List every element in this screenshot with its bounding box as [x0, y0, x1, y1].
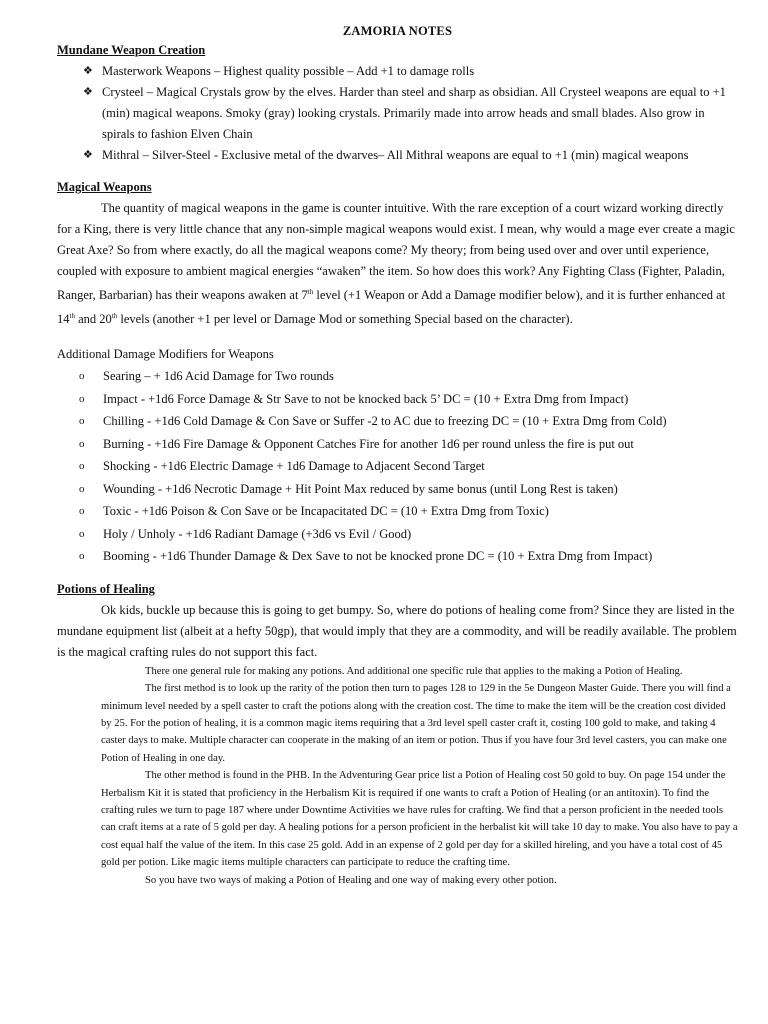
list-item: o Burning - +1d6 Fire Damage & Opponent Catches Fire for another 1d6 per round unless the fire is put out: [79, 433, 738, 456]
modifiers-heading: Additional Damage Modifiers for Weapons: [57, 347, 274, 362]
circle-bullet-icon: o: [79, 550, 85, 563]
diamond-bullet-icon: ❖: [83, 86, 93, 98]
list-item: o Impact - +1d6 Force Damage & Str Save to not be knocked back 5’ DC = (10 + Extra Dmg from Impact): [79, 388, 738, 411]
magical-paragraph: The quantity of magical weapons in the game is counter intuitive. With the rare exception of a court wizard working directly for a King, there is very little chance that any non-simple magical weapons would exist. I mean, why would a mage ever create a magic Great Axe? So from where exactly, do all the magical weapons come? My theory; from being used over and over until experience, coupled with exposure to ambient magical energies “awaken” the item. So how does this work? Any Fighting Class (Fighter, Paladin, Ranger, Barbarian) has their weapons awaken at 7th level (+1 Weapon or Add a Damage modifier below), and it is further enhanced at 14th and 20th levels (another +1 per level or Damage Mod or something Special based on the character).: [57, 201, 735, 327]
circle-bullet-icon: o: [79, 370, 85, 383]
potions-note: So you have two ways of making a Potion of Healing and one way of making every other potion.: [145, 874, 557, 886]
list-item: o Toxic - +1d6 Poison & Con Save or be Incapacitated DC = (10 + Extra Dmg from Toxic): [79, 500, 738, 523]
list-item: o Holy / Unholy - +1d6 Radiant Damage (+3d6 vs Evil / Good): [79, 523, 738, 546]
potions-notes: [57, 663, 738, 889]
magical-heading: Magical Weapons: [57, 180, 152, 194]
circle-bullet-icon: o: [79, 392, 85, 405]
list-item: o Chilling - +1d6 Cold Damage & Con Save or Suffer -2 to AC due to freezing DC = (10 + Extra Dmg from Cold): [79, 410, 738, 433]
circle-bullet-icon: o: [79, 482, 85, 495]
circle-bullet-icon: o: [79, 437, 85, 450]
circle-bullet-icon: o: [79, 505, 85, 518]
potions-note: The other method is found in the PHB. In the Adventuring Gear price list a Potion of Healing cost 50 gold to buy. On page 154 under the Herbalism Kit it is stated that proficiency in the Herbalism Kit is required if one wants to craft a Potion of Healing (or an antitoxin). To find the crafting rules we turn to page 187 where under Downtime Activities we have rules for crafting. We find that a person proficient in the needed tools can craft items at a rate of 5 gold per day. A healing potions for a person proficient in the herbalist kit will take 10 day to make. You also have to pay a cost equal half the value of the item. In this case 25 gold. Add in an expense of 2 gold per day for a skilled hireling, and you have a total cost of 45 gold per potion. Like magic items multiple characters can participate to reduce the crafting time.: [101, 770, 738, 869]
modifiers-list: [57, 365, 738, 568]
list-item: ❖ Crysteel – Magical Crystals grow by the elves. Harder than steel and sharp as obsidian. All Crysteel weapons are equal to +1 (min) magical weapons. Smoky (gray) looking crystals. Primarily made into arrow heads and small blades. Also grow in spirals to fashion Elven Chain: [83, 82, 738, 145]
mundane-heading: Mundane Weapon Creation: [57, 43, 206, 57]
diamond-bullet-icon: ❖: [83, 65, 93, 77]
list-item: o Shocking - +1d6 Electric Damage + 1d6 Damage to Adjacent Second Target: [79, 455, 738, 478]
potions-note: The first method is to look up the rarity of the potion then turn to pages 128 to 129 in the 5e Dungeon Master Guide. There you will find a minimum level needed by a spell caster to craft the potions along with the creation cost. The time to make the item will be the creation cost divided by 25. For the potion of healing, it is a common magic items requiring that a 3rd level spell caster craft it, costing 100 gold to make, and taking 4 caster days to make. Multiple character can cooperate in the making of an item or potion. Thus if you have four 3rd level casters, you can make one Potion of Healing in one day.: [101, 683, 731, 764]
circle-bullet-icon: o: [79, 460, 85, 473]
list-item: ❖ Mithral – Silver-Steel - Exclusive metal of the dwarves– All Mithral weapons are equal to +1 (min) magical weapons: [83, 145, 738, 166]
potions-note: There one general rule for making any potions. And additional one specific rule that applies to the making a Potion of Healing.: [145, 665, 683, 677]
potions-heading: Potions of Healing: [57, 581, 155, 596]
list-item: o Booming - +1d6 Thunder Damage & Dex Save to not be knocked prone DC = (10 + Extra Dmg from Impact): [79, 545, 738, 568]
circle-bullet-icon: o: [79, 527, 85, 540]
mundane-list: [57, 61, 738, 166]
list-item: o Wounding - +1d6 Necrotic Damage + Hit Point Max reduced by same bonus (until Long Rest is taken): [79, 478, 738, 501]
list-item: o Searing – + 1d6 Acid Damage for Two rounds: [79, 365, 738, 388]
document-title: ZAMORIA NOTES: [342, 24, 453, 38]
diamond-bullet-icon: ❖: [83, 149, 93, 161]
circle-bullet-icon: o: [79, 415, 85, 428]
potions-paragraph: Ok kids, buckle up because this is going to get bumpy. So, where do potions of healing come from? Since they are listed in the mundane equipment list (albeit at a hefty 50gp), that would imply that they are a commodity, and will be readily available. The problem is the magical crafting rules do not support this fact.: [57, 602, 737, 659]
list-item: ❖ Masterwork Weapons – Highest quality possible – Add +1 to damage rolls: [83, 61, 738, 82]
